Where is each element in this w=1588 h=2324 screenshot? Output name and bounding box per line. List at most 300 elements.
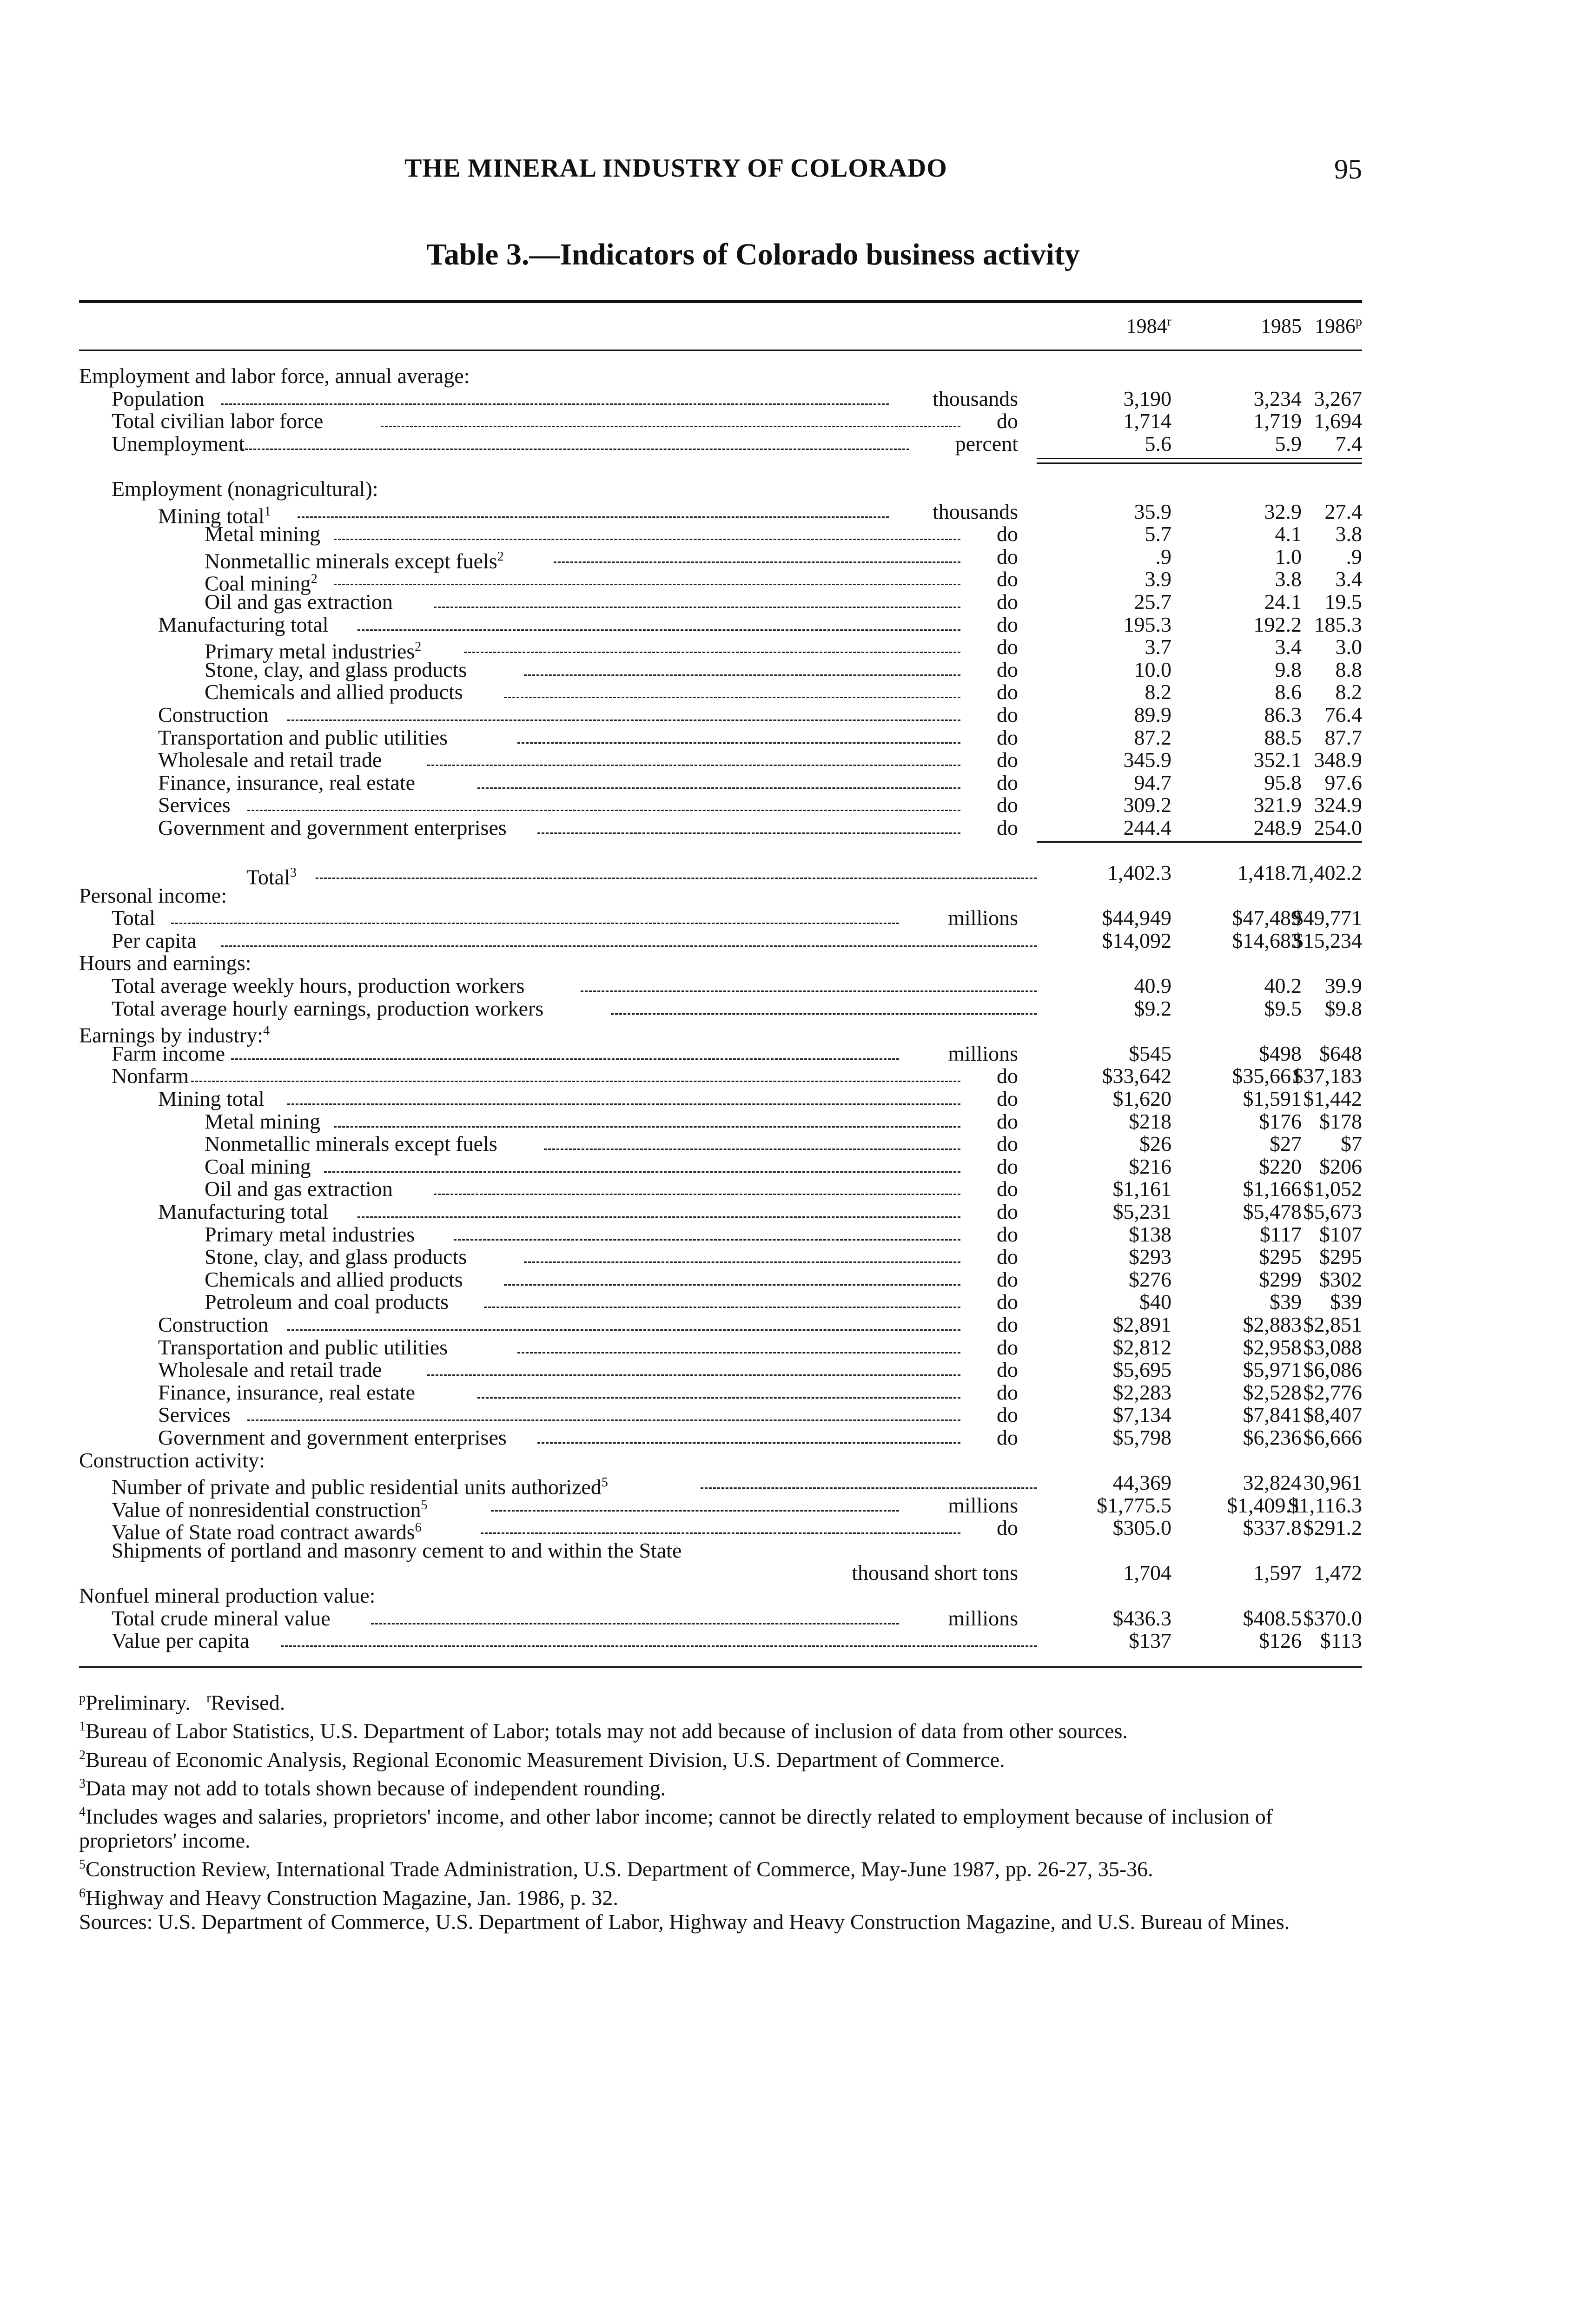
cell-1985: 192.2 xyxy=(1253,612,1302,636)
table-row xyxy=(79,365,1362,388)
cell-1986: 39.9 xyxy=(1324,974,1362,998)
row-unit: do xyxy=(997,1177,1018,1201)
row-unit: do xyxy=(997,1132,1018,1156)
cell-1986: $1,052 xyxy=(1303,1177,1362,1201)
cell-1986: 3.4 xyxy=(1335,567,1362,591)
cell-1985: 1,597 xyxy=(1253,1561,1302,1585)
table-row xyxy=(79,1133,1362,1155)
cell-1984: 40.9 xyxy=(1134,974,1171,998)
row-label: Personal income: xyxy=(79,883,227,907)
row-label: Primary metal industries$^2$ xyxy=(205,639,422,663)
cell-1984: 1,714 xyxy=(1123,409,1171,433)
dot-leader xyxy=(434,1194,960,1195)
cell-1986: $178 xyxy=(1319,1109,1362,1133)
table-row xyxy=(79,544,1362,573)
row-label: Finance, insurance, real estate xyxy=(158,770,416,794)
sources-note: Sources: U.S. Department of Commerce, U.S. Department of Labor, Highway and Heavy Construction Magazine, and U.S. Bureau of Mines. xyxy=(79,1910,1290,1934)
cell-1985: $2,883 xyxy=(1243,1312,1302,1336)
cell-1984: $436.3 xyxy=(1112,1606,1171,1630)
table-row xyxy=(79,1381,1362,1404)
footnote-preliminary-revised: $^p$Preliminary. $^r$Revised. xyxy=(79,1690,285,1715)
dot-leader xyxy=(537,1442,961,1444)
row-unit: do xyxy=(997,1312,1018,1336)
dot-leader xyxy=(231,1058,900,1060)
cell-1986: 19.5 xyxy=(1324,589,1362,614)
cell-1984: .9 xyxy=(1155,544,1171,568)
cell-1985: 32,824 xyxy=(1243,1471,1302,1495)
cell-1984: $5,798 xyxy=(1112,1425,1171,1449)
row-label: Wholesale and retail trade xyxy=(158,1358,382,1382)
cell-1986: $1,442 xyxy=(1303,1087,1362,1110)
row-label: Total crude mineral value xyxy=(112,1606,331,1630)
cell-1985: 321.9 xyxy=(1253,793,1302,817)
cell-1984: $1,161 xyxy=(1112,1177,1171,1201)
cell-1985: 1,418.7 xyxy=(1237,861,1302,885)
cell-1984: 244.4 xyxy=(1123,815,1171,839)
table-row xyxy=(79,635,1362,663)
cell-1984: $216 xyxy=(1129,1154,1171,1178)
table-row xyxy=(79,1020,1362,1047)
table-row xyxy=(79,388,1362,410)
dot-leader xyxy=(517,1352,961,1353)
dot-leader xyxy=(517,742,961,744)
table-row xyxy=(79,1585,1362,1607)
table-row xyxy=(79,861,1362,889)
row-label: Farm income xyxy=(112,1041,225,1065)
cell-1984: $5,695 xyxy=(1112,1358,1171,1382)
running-head-title: THE MINERAL INDUSTRY OF COLORADO xyxy=(404,154,947,183)
row-unit: do xyxy=(997,1403,1018,1427)
dot-leader xyxy=(298,516,889,518)
row-unit: do xyxy=(997,725,1018,749)
table-row xyxy=(79,1246,1362,1268)
dot-leader xyxy=(524,1261,961,1263)
row-unit: millions xyxy=(948,1041,1018,1065)
cell-1986: 87.7 xyxy=(1324,725,1362,749)
table-row xyxy=(79,1314,1362,1336)
table-row xyxy=(79,930,1362,952)
cell-1986: 27.4 xyxy=(1324,499,1362,523)
table-row xyxy=(79,794,1362,817)
row-label: Services xyxy=(158,793,231,817)
table-row xyxy=(79,952,1362,975)
cell-1986: 3.8 xyxy=(1335,522,1362,546)
row-unit: do xyxy=(997,680,1018,704)
cell-1984: $138 xyxy=(1129,1222,1171,1246)
cell-1986: 30,961 xyxy=(1303,1471,1362,1495)
cell-1986: 8.2 xyxy=(1335,680,1362,704)
footnote-list xyxy=(79,1715,1362,1910)
dot-leader xyxy=(334,539,960,540)
cell-1984: $33,642 xyxy=(1102,1064,1171,1088)
row-unit: do xyxy=(997,815,1018,839)
cell-1985: $5,971 xyxy=(1243,1358,1302,1382)
running-head xyxy=(79,139,1362,195)
cell-1984: $9.2 xyxy=(1134,996,1171,1020)
footnote-6: $^6$Highway and Heavy Construction Magazine, Jan. 1986, p. 32. xyxy=(79,1886,618,1910)
row-label: Nonmetallic minerals except fuels xyxy=(205,1132,497,1156)
table-row xyxy=(79,1110,1362,1133)
cell-1985: $6,236 xyxy=(1243,1425,1302,1449)
row-label: Wholesale and retail trade xyxy=(158,748,382,772)
cell-1985: 24.1 xyxy=(1264,589,1302,614)
cell-1985: $117 xyxy=(1259,1222,1302,1246)
row-unit: do xyxy=(997,1380,1018,1404)
document-page xyxy=(79,139,1362,1934)
cell-1985: $1,591 xyxy=(1243,1087,1302,1110)
cell-1985: $35,661 xyxy=(1232,1064,1302,1088)
table-header-row xyxy=(79,303,1362,350)
dot-leader xyxy=(281,1645,1037,1647)
cell-1985: $39 xyxy=(1270,1290,1302,1314)
dot-leader xyxy=(481,1532,960,1534)
cell-1984: 44,369 xyxy=(1112,1471,1171,1495)
row-unit: do xyxy=(997,589,1018,614)
cell-1985: $299 xyxy=(1259,1267,1302,1291)
row-unit: do xyxy=(997,1267,1018,1291)
cell-1984: $305.0 xyxy=(1112,1516,1171,1540)
row-label: Total$^3$ xyxy=(246,865,297,889)
row-label: Mining total xyxy=(158,1087,265,1110)
table-bottom-rule xyxy=(79,1666,1362,1668)
cell-1985: 1.0 xyxy=(1275,544,1302,568)
cell-1985: 3.8 xyxy=(1275,567,1302,591)
cell-1986: $295 xyxy=(1319,1245,1362,1269)
table-row xyxy=(79,567,1362,595)
cell-1985: $1,409.1 xyxy=(1227,1493,1302,1517)
cell-1984: 35.9 xyxy=(1134,499,1171,523)
table-row xyxy=(79,433,1362,456)
table-title: Table 3.—Indicators of Colorado business activity xyxy=(426,238,1080,271)
dot-leader xyxy=(537,832,961,834)
row-label: Stone, clay, and glass products xyxy=(205,657,467,681)
row-label: Nonfarm xyxy=(112,1064,189,1088)
table-row xyxy=(79,1449,1362,1472)
table-row xyxy=(79,1336,1362,1359)
dot-leader xyxy=(287,720,960,721)
row-unit: do xyxy=(997,1199,1018,1223)
cell-1984: 309.2 xyxy=(1123,793,1171,817)
footnote-5: $^5$Construction Review, International Trade Administration, U.S. Department of Commerce, May-June 1987, pp. 26-27, 35-36. xyxy=(79,1857,1153,1881)
table-row xyxy=(79,1471,1362,1499)
table-row xyxy=(79,772,1362,794)
cell-1985: 32.9 xyxy=(1264,499,1302,523)
table-row xyxy=(79,726,1362,749)
column-header-1985: 1985 xyxy=(1261,315,1302,337)
cell-1986: 1,472 xyxy=(1314,1561,1362,1585)
table-row xyxy=(79,885,1362,907)
cell-1986: 3.0 xyxy=(1335,635,1362,659)
table-row xyxy=(79,1065,1362,1088)
table-row xyxy=(79,1223,1362,1246)
table-row xyxy=(79,749,1362,772)
table-row xyxy=(79,1268,1362,1291)
dot-leader xyxy=(611,1013,1037,1015)
row-label: Transportation and public utilities xyxy=(158,725,448,749)
cell-1985: $408.5 xyxy=(1243,1606,1302,1630)
cell-1984: 345.9 xyxy=(1123,748,1171,772)
cell-1986: 1,694 xyxy=(1314,409,1362,433)
table-row xyxy=(79,817,1362,839)
row-label: Finance, insurance, real estate xyxy=(158,1380,416,1404)
footnote-4: $^4$Includes wages and salaries, proprietors' income, and other labor income; cannot be directly related to employment because of inclusion of proprietors' income. xyxy=(79,1804,1273,1853)
dot-leader xyxy=(381,426,960,427)
row-label: Oil and gas extraction xyxy=(205,589,393,614)
row-label: Primary metal industries xyxy=(205,1222,415,1246)
cell-1984: $293 xyxy=(1129,1245,1171,1269)
table-row xyxy=(79,1201,1362,1223)
dot-leader xyxy=(287,1103,960,1105)
table-row xyxy=(79,1630,1362,1652)
cell-1985: $126 xyxy=(1259,1629,1302,1653)
row-unit: do xyxy=(997,635,1018,659)
dot-leader xyxy=(504,1284,961,1286)
cell-1984: 8.2 xyxy=(1145,680,1171,704)
table-row xyxy=(79,704,1362,726)
table-body xyxy=(79,351,1362,1668)
cell-1986: 3,267 xyxy=(1314,386,1362,410)
table-row xyxy=(79,1088,1362,1110)
table-row xyxy=(79,499,1362,528)
row-label: Nonmetallic minerals except fuels$^2$ xyxy=(205,549,504,573)
dot-leader xyxy=(504,697,961,698)
row-label: Construction activity: xyxy=(79,1448,265,1472)
cell-1985: 4.1 xyxy=(1275,522,1302,546)
row-label: Earnings by industry:$^4$ xyxy=(79,1023,270,1047)
cell-1985: 8.6 xyxy=(1275,680,1302,704)
row-label: Hours and earnings: xyxy=(79,951,251,975)
cell-1986: $5,673 xyxy=(1303,1199,1362,1223)
cell-1985: $498 xyxy=(1259,1041,1302,1065)
cell-1984: 3.9 xyxy=(1145,567,1171,591)
cell-1985: $176 xyxy=(1259,1109,1302,1133)
table-row xyxy=(79,975,1362,997)
dot-leader xyxy=(524,674,961,676)
cell-1986: $302 xyxy=(1319,1267,1362,1291)
dot-leader xyxy=(334,584,960,585)
row-unit: do xyxy=(997,522,1018,546)
cell-1984: 5.7 xyxy=(1145,522,1171,546)
cell-1984: 195.3 xyxy=(1123,612,1171,636)
row-unit: do xyxy=(997,1425,1018,1449)
footnotes xyxy=(79,1686,1362,1934)
row-label: Metal mining xyxy=(205,522,321,546)
cell-1985: 3.4 xyxy=(1275,635,1302,659)
dot-leader xyxy=(334,1126,960,1128)
dot-leader xyxy=(581,990,1037,992)
table-row xyxy=(79,1155,1362,1178)
cell-1986: $2,851 xyxy=(1303,1312,1362,1336)
cell-1985: $2,528 xyxy=(1243,1380,1302,1404)
row-unit: do xyxy=(997,748,1018,772)
cell-1986: .9 xyxy=(1346,544,1362,568)
cell-1985: $7,841 xyxy=(1243,1403,1302,1427)
footnote-3: $^3$Data may not add to totals shown because of independent rounding. xyxy=(79,1776,666,1800)
table-row xyxy=(79,681,1362,704)
row-unit: do xyxy=(997,1245,1018,1269)
row-label: Manufacturing total xyxy=(158,1199,329,1223)
row-unit: do xyxy=(997,409,1018,433)
row-label: Government and government enterprises xyxy=(158,1425,507,1449)
table-row xyxy=(79,1493,1362,1522)
table-row xyxy=(79,659,1362,681)
row-label: Coal mining$^2$ xyxy=(205,571,318,595)
table-row xyxy=(79,907,1362,930)
cell-1985: 40.2 xyxy=(1264,974,1302,998)
cell-1986: 348.9 xyxy=(1314,748,1362,772)
table-row xyxy=(79,1178,1362,1201)
cell-1986: $1,116.3 xyxy=(1288,1493,1362,1517)
dot-leader xyxy=(241,449,909,450)
cell-1986: 1,402.2 xyxy=(1298,861,1362,885)
cell-1984: $2,812 xyxy=(1112,1335,1171,1359)
cell-1986: $9.8 xyxy=(1324,996,1362,1020)
cell-1986: 254.0 xyxy=(1314,815,1362,839)
row-unit: do xyxy=(997,1516,1018,1540)
cell-1984: 3,190 xyxy=(1123,386,1171,410)
cell-1984: 25.7 xyxy=(1134,589,1171,614)
row-label: Per capita xyxy=(112,928,197,952)
table-row xyxy=(79,1426,1362,1449)
cell-1985: 95.8 xyxy=(1264,770,1302,794)
cell-1985: 86.3 xyxy=(1264,702,1302,726)
table-row xyxy=(79,1539,1362,1562)
row-label: Construction xyxy=(158,1312,269,1336)
cell-1985: 88.5 xyxy=(1264,725,1302,749)
cell-1984: 1,402.3 xyxy=(1107,861,1171,885)
dot-leader xyxy=(454,1239,960,1241)
row-unit: do xyxy=(997,1154,1018,1178)
cell-1986: $291.2 xyxy=(1303,1516,1362,1540)
table-row xyxy=(79,478,1362,501)
row-label: Total average hourly earnings, production workers xyxy=(112,996,544,1020)
cell-1984: $40 xyxy=(1139,1290,1171,1314)
cell-1984: $545 xyxy=(1129,1041,1171,1065)
row-unit: do xyxy=(997,1290,1018,1314)
row-label: Number of private and public residential units authorized$^5$ xyxy=(112,1475,608,1499)
row-unit: do xyxy=(997,1358,1018,1382)
dot-leader xyxy=(554,561,960,563)
row-label: Mining total$^1$ xyxy=(158,503,271,528)
cell-1984: $218 xyxy=(1129,1109,1171,1133)
cell-1986: $113 xyxy=(1320,1629,1362,1653)
cell-1985: $337.8 xyxy=(1243,1516,1302,1540)
row-unit: do xyxy=(997,770,1018,794)
row-unit: do xyxy=(997,1222,1018,1246)
cell-1986: $3,088 xyxy=(1303,1335,1362,1359)
cell-1985: $27 xyxy=(1270,1132,1302,1156)
cell-1986: 8.8 xyxy=(1335,657,1362,681)
row-unit: millions xyxy=(948,1493,1018,1517)
table-row xyxy=(79,410,1362,433)
cell-1986: $15,234 xyxy=(1292,928,1362,952)
row-unit: do xyxy=(997,544,1018,568)
row-label: Chemicals and allied products xyxy=(205,680,463,704)
row-label: Chemicals and allied products xyxy=(205,1267,463,1291)
row-label: Nonfuel mineral production value: xyxy=(79,1584,376,1608)
row-label: Value per capita xyxy=(112,1629,250,1653)
cell-1985: $2,958 xyxy=(1243,1335,1302,1359)
dot-leader xyxy=(221,403,889,405)
dot-leader xyxy=(371,1623,900,1624)
row-label: Total xyxy=(112,906,155,930)
row-label: Total average weekly hours, production workers xyxy=(112,974,525,998)
cell-1986: 324.9 xyxy=(1314,793,1362,817)
footnote-2: $^2$Bureau of Economic Analysis, Regional Economic Measurement Division, U.S. Department of Commerce. xyxy=(79,1747,1005,1771)
cell-1984: $1,775.5 xyxy=(1097,1493,1171,1517)
dot-leader xyxy=(324,1171,961,1173)
cell-1984: 5.6 xyxy=(1145,431,1171,456)
row-unit: percent xyxy=(955,431,1018,456)
dot-leader xyxy=(247,810,960,811)
row-label: Unemployment xyxy=(112,431,245,456)
table-row xyxy=(79,1043,1362,1065)
table-row xyxy=(79,1607,1362,1630)
dot-leader xyxy=(544,1149,961,1150)
dot-leader xyxy=(221,945,1037,947)
row-unit: thousands xyxy=(933,499,1018,523)
cell-1986: $2,776 xyxy=(1303,1380,1362,1404)
cell-1986: 76.4 xyxy=(1324,702,1362,726)
table-row xyxy=(79,839,1362,862)
cell-1986: $8,407 xyxy=(1303,1403,1362,1427)
cell-1986: $7 xyxy=(1341,1132,1362,1156)
row-label: Employment and labor force, annual average: xyxy=(79,364,470,388)
cell-1984: 3.7 xyxy=(1145,635,1171,659)
row-label: Total civilian labor force xyxy=(112,409,324,433)
cell-1986: $206 xyxy=(1319,1154,1362,1178)
table-row xyxy=(79,1562,1362,1585)
cell-1986: 7.4 xyxy=(1335,431,1362,456)
dot-leader xyxy=(477,787,961,789)
cell-1984: $276 xyxy=(1129,1267,1171,1291)
row-unit: do xyxy=(997,567,1018,591)
cell-1986: $37,183 xyxy=(1292,1064,1362,1088)
dot-leader xyxy=(357,629,961,631)
cell-1984: 10.0 xyxy=(1134,657,1171,681)
dot-leader xyxy=(434,607,960,608)
cell-1984: $14,092 xyxy=(1102,928,1171,952)
row-label: Coal mining xyxy=(205,1154,311,1178)
cell-1986: 185.3 xyxy=(1314,612,1362,636)
cell-1984: $2,283 xyxy=(1112,1380,1171,1404)
row-label: Shipments of portland and masonry cement to and within the State xyxy=(112,1538,682,1562)
dot-leader xyxy=(427,765,960,766)
row-unit: thousands xyxy=(933,386,1018,410)
row-unit: do xyxy=(997,1064,1018,1088)
row-unit: thousand short tons xyxy=(852,1561,1018,1585)
row-label: Population xyxy=(112,386,205,410)
cell-1984: $1,620 xyxy=(1112,1087,1171,1110)
table-row xyxy=(79,455,1362,478)
cell-1985: 3,234 xyxy=(1253,386,1302,410)
row-unit: do xyxy=(997,1087,1018,1110)
row-label: Manufacturing total xyxy=(158,612,329,636)
dot-leader xyxy=(247,1419,960,1421)
cell-1986: $6,086 xyxy=(1303,1358,1362,1382)
cell-1984: $44,949 xyxy=(1102,906,1171,930)
table-row xyxy=(79,1404,1362,1426)
column-header-1986: 1986$^p$ xyxy=(1315,314,1362,337)
cell-1985: 9.8 xyxy=(1275,657,1302,681)
row-label: Petroleum and coal products xyxy=(205,1290,449,1314)
cell-1984: $137 xyxy=(1129,1629,1171,1653)
cell-1986: $107 xyxy=(1319,1222,1362,1246)
table-row xyxy=(79,614,1362,636)
row-unit: do xyxy=(997,1335,1018,1359)
row-unit: do xyxy=(997,657,1018,681)
row-unit: do xyxy=(997,1109,1018,1133)
